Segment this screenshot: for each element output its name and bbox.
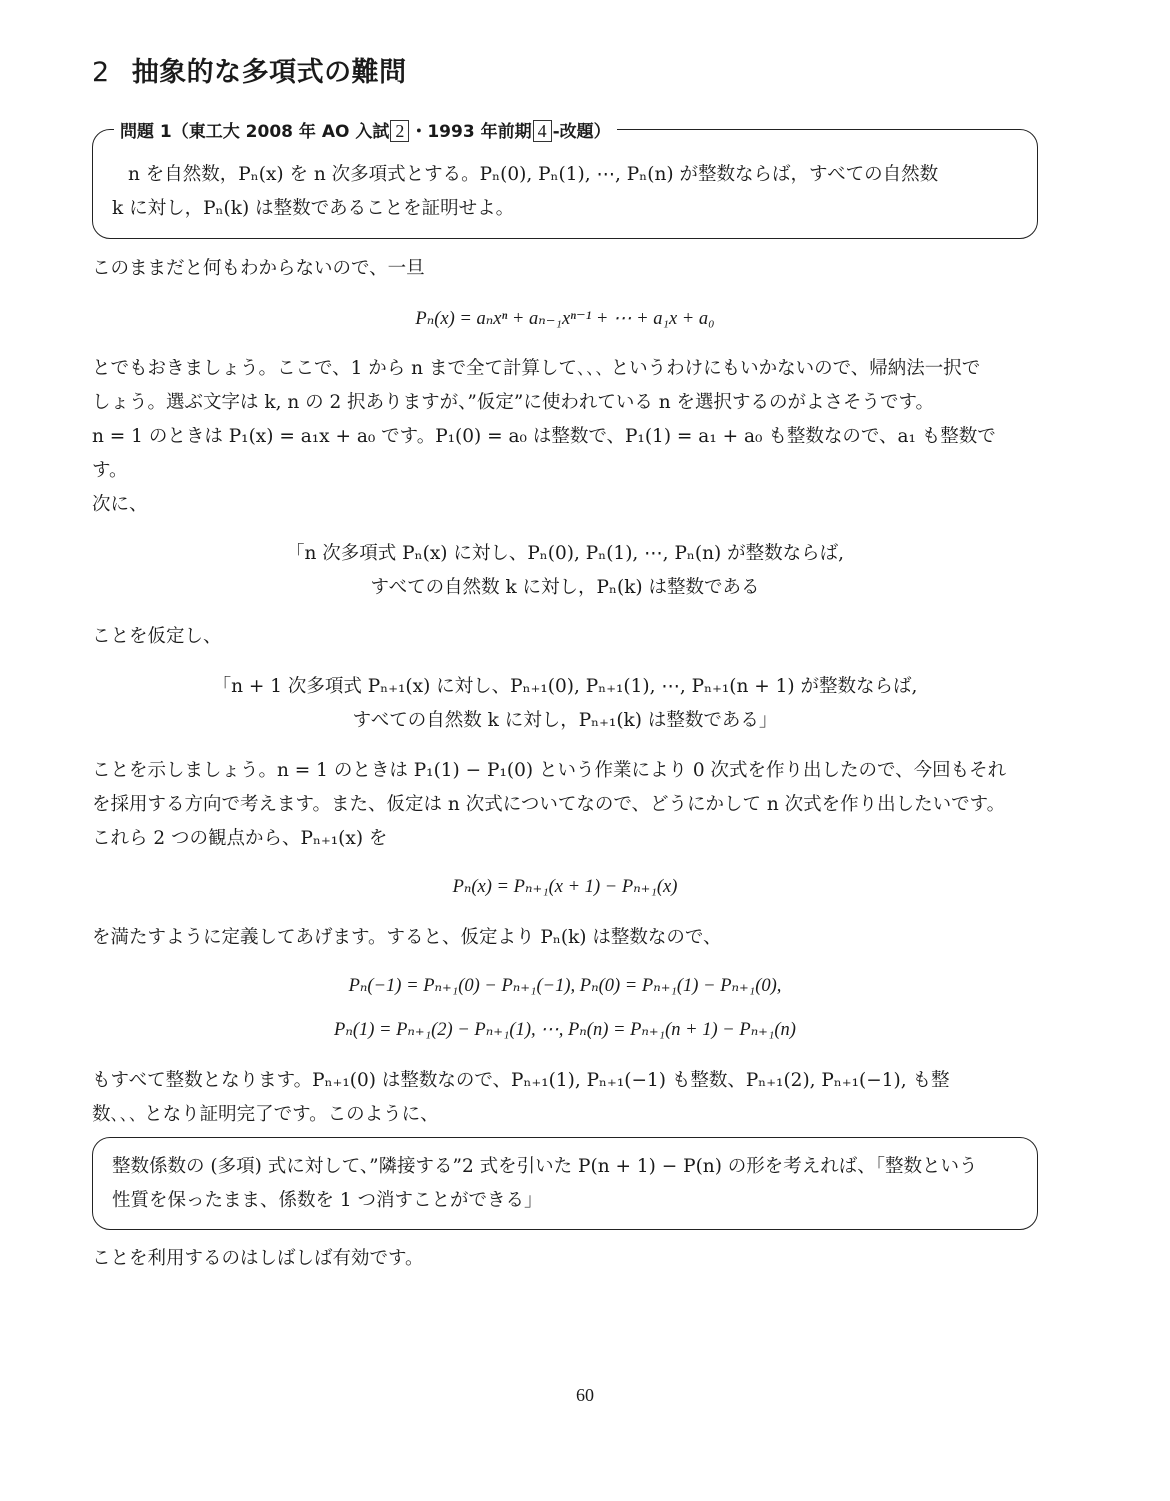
claim-line-2: すべての自然数 k に対し，Pₙ₊₁(k) は整数である」 xyxy=(352,710,778,731)
claim-line-1: 「n + 1 次多項式 Pₙ₊₁(x) に対し、Pₙ₊₁(0), Pₙ₊₁(1), ⋯, Pₙ₊₁(n + 1) が整数ならば, xyxy=(212,676,918,697)
paragraph-2-line-2: しょう。選ぶ文字は k, n の 2 択ありますが、”仮定”に使われている n を選択するのがよさそうです。 xyxy=(92,392,935,413)
problem-title-suffix: -改題） xyxy=(552,122,611,142)
paragraph-7: ことを利用するのはしばしば有効です。 xyxy=(92,1248,424,1269)
equation-2: Pₙ(x) = Pₙ₊₁(x + 1) − Pₙ₊₁(x) xyxy=(452,877,678,897)
page-number: 60 xyxy=(576,1385,594,1405)
equation-3-line-1: Pₙ(−1) = Pₙ₊₁(0) − Pₙ₊₁(−1), Pₙ(0) = Pₙ₊₁(1) − Pₙ₊₁(0), xyxy=(348,976,782,996)
hypothesis-line-2: すべての自然数 k に対し，Pₙ(k) は整数である xyxy=(370,577,760,598)
problem-statement-line-1: n を自然数，Pₙ(x) を n 次多項式とする。Pₙ(0), Pₙ(1), ⋯, Pₙ(n) が整数ならば，すべての自然数 xyxy=(128,164,939,185)
section-title: 抽象的な多項式の難問 xyxy=(131,57,407,88)
problem-statement-line-2: k に対し，Pₙ(k) は整数であることを証明せよ。 xyxy=(112,198,515,219)
equation-3-line-2: Pₙ(1) = Pₙ₊₁(2) − Pₙ₊₁(1), ⋯, Pₙ(n) = Pₙ₊₁(n + 1) − Pₙ₊₁(n) xyxy=(334,1020,796,1040)
paragraph-6-line-2: 数､､､ となり証明完了です。このように、 xyxy=(92,1104,439,1125)
paragraph-5: を満たすように定義してあげます。すると、仮定より Pₙ(k) は整数なので、 xyxy=(92,927,722,948)
problem-number-box-2: 4 xyxy=(533,120,552,142)
problem-title xyxy=(114,117,617,142)
paragraph-4-line-2: を採用する方向で考えます。また、仮定は n 次式についてなので、どうにかして n 次式を作り出したいです。 xyxy=(92,794,1006,815)
hypothesis-line-1: 「n 次多項式 Pₙ(x) に対し、Pₙ(0), Pₙ(1), ⋯, Pₙ(n) が整数ならば, xyxy=(285,543,845,564)
section-heading xyxy=(92,50,407,89)
paragraph-1: このままだと何もわからないので、一旦 xyxy=(92,258,425,279)
section-number: 2 xyxy=(92,57,110,88)
paragraph-2-line-5: 次に、 xyxy=(92,494,148,515)
paragraph-4-line-1: ことを示しましょう。n = 1 のときは P₁(1) − P₁(0) という作業により 0 次式を作り出したので、今回もそれ xyxy=(92,760,1007,781)
paragraph-2-line-3: n = 1 のときは P₁(x) = a₁x + a₀ です。P₁(0) = a₀ は整数で、P₁(1) = a₁ + a₀ も整数なので、a₁ も整数で xyxy=(92,426,996,447)
paragraph-3: ことを仮定し、 xyxy=(92,626,222,647)
problem-number-box-1: 2 xyxy=(390,120,409,142)
paragraph-2-line-4: す。 xyxy=(92,460,128,481)
paragraph-6-line-1: もすべて整数となります。Pₙ₊₁(0) は整数なので、Pₙ₊₁(1), Pₙ₊₁(−1) も整数、Pₙ₊₁(2), Pₙ₊₁(−1), も整 xyxy=(92,1070,950,1091)
paragraph-2-line-1: とでもおきましょう。ここで、1 から n まで全て計算して､､､ というわけにもいかないので、帰納法一択で xyxy=(92,358,981,379)
paragraph-4-line-3: これら 2 つの観点から、Pₙ₊₁(x) を xyxy=(92,828,388,849)
problem-title-prefix: 問題 1（東工大 2008 年 AO 入試 xyxy=(120,122,390,142)
problem-title-mid: ・1993 年前期 xyxy=(410,122,532,142)
key-point-line-2: 性質を保ったまま、係数を 1 つ消すことができる」 xyxy=(112,1190,543,1211)
equation-1: Pₙ(x) = aₙxⁿ + aₙ₋₁xⁿ⁻¹ + ⋯ + a₁x + a₀ xyxy=(415,309,715,329)
key-point-line-1: 整数係数の (多項) 式に対して、”隣接する”2 式を引いた P(n + 1) − P(n) の形を考えれば、「整数という xyxy=(112,1156,978,1177)
